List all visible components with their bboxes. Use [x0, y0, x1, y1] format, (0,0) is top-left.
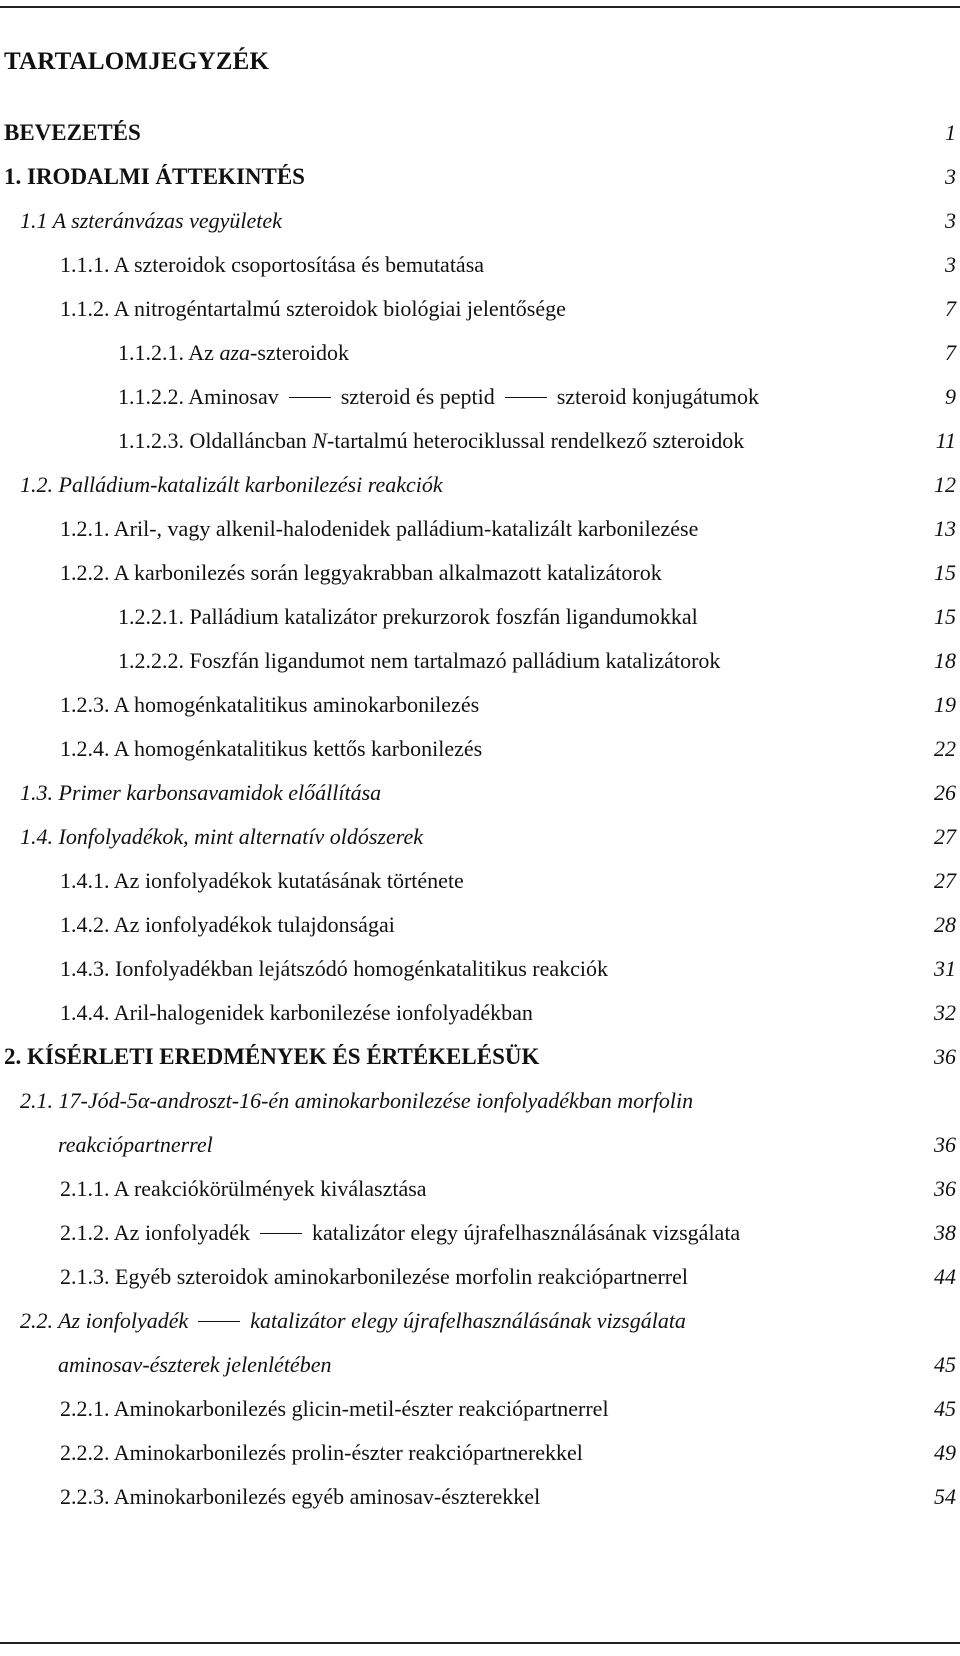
toc-entry-page: 45: [934, 1352, 956, 1377]
label-part: -szteroidok: [250, 340, 349, 365]
bottom-rule: [0, 1642, 960, 1644]
toc-entry-1-4-4: [0, 998, 960, 1032]
label-part: 1.1.2.3. Oldalláncban: [118, 428, 313, 453]
label-part: katalizátor elegy újrafelhasználásának vizsgálata: [250, 1308, 686, 1333]
toc-entry-page: 26: [934, 780, 956, 805]
toc-entry-label: 1.2. Palládium-katalizált karbonilezési reakciók: [20, 472, 443, 497]
toc-entry-label: 2.1.1. A reakciókörülmények kiválasztása: [60, 1176, 427, 1201]
toc-entry-1-4-1: [0, 866, 960, 900]
toc-entry-label: [60, 1218, 740, 1248]
toc-entry-1-2-2: [0, 558, 960, 592]
toc-entry-page: 31: [934, 956, 956, 981]
toc-entry-1-1-2-1: [0, 338, 960, 372]
toc-entry-page: 19: [934, 692, 956, 717]
toc-entry-1: [0, 162, 960, 196]
toc-entry-1-3: [0, 778, 960, 812]
label-part: 1.1.2.1. Az: [118, 340, 220, 365]
toc-entry-page: 32: [934, 1000, 956, 1025]
toc-entry-label: 1.4.3. Ionfolyadékban lejátszódó homogénkatalitikus reakciók: [60, 956, 609, 981]
em-dash: [198, 1321, 240, 1322]
toc-entry-1-1-2-2: [0, 382, 960, 416]
toc-entry-label: 1.4.2. Az ionfolyadékok tulajdonságai: [60, 912, 395, 937]
toc-entry-label: [118, 426, 744, 456]
toc-entry-label: [20, 1306, 686, 1336]
toc-title: TARTALOMJEGYZÉK: [4, 48, 270, 75]
toc-entry-label: 1.3. Primer karbonsavamidok előállítása: [20, 780, 382, 805]
toc-entry-page: 54: [934, 1484, 956, 1509]
toc-entry-page: 36: [934, 1044, 956, 1069]
label-italic-part: aza: [219, 340, 251, 365]
toc-entry-1-1-1: [0, 250, 960, 284]
toc-entry-1-2-1: [0, 514, 960, 548]
toc-entry-2: [0, 1042, 960, 1076]
toc-entry-page: 27: [934, 868, 956, 893]
top-rule: [0, 6, 960, 8]
toc-entry-page: 28: [934, 912, 956, 937]
toc-entry-label: reakciópartnerrel: [58, 1132, 213, 1157]
toc-entry-page: 3: [945, 208, 956, 233]
label-part: -tartalmú heterociklussal rendelkező szteroidok: [326, 428, 745, 453]
toc-entry-1-2: [0, 470, 960, 504]
toc-entry-2-1-cont: [0, 1130, 960, 1164]
toc-entry-label: 1.2.2.1. Palládium katalizátor prekurzorok foszfán ligandumokkal: [118, 604, 698, 629]
toc-entry-page: 7: [945, 296, 956, 321]
toc-entry-label: 1.1.2. A nitrogéntartalmú szteroidok biológiai jelentősége: [60, 296, 566, 321]
toc-entry-1-1-2-3: [0, 426, 960, 460]
toc-entry-label: 1.2.4. A homogénkatalitikus kettős karbonilezés: [60, 736, 483, 761]
toc-entry-label: 2.1.3. Egyéb szteroidok aminokarbonilezése morfolin reakciópartnerrel: [60, 1264, 688, 1289]
toc-entry-label: 1.2.2. A karbonilezés során leggyakrabban alkalmazott katalizátorok: [60, 560, 662, 585]
toc-entry-2-2-3: [0, 1482, 960, 1516]
toc-entry-page: 44: [934, 1264, 956, 1289]
toc-entry-page: 12: [934, 472, 956, 497]
toc-entry-label: 1.2.2.2. Foszfán ligandumot nem tartalmazó palládium katalizátorok: [118, 648, 721, 673]
toc-entry-page: 7: [945, 340, 956, 365]
toc-entry-2-2: [0, 1306, 960, 1340]
toc-entry-page: 3: [945, 164, 956, 189]
toc-entry-label: 2.2.2. Aminokarbonilezés prolin-észter reakciópartnerekkel: [60, 1440, 583, 1465]
toc-entry-label: [118, 382, 759, 412]
toc-entry-page: 27: [934, 824, 956, 849]
toc-entry-2-1-1: [0, 1174, 960, 1208]
label-part: 2.2. Az ionfolyadék: [20, 1308, 189, 1333]
toc-entry-label: 2.2.1. Aminokarbonilezés glicin-metil-észter reakciópartnerrel: [60, 1396, 609, 1421]
toc-entry-label: 1.2.1. Aril-, vagy alkenil-halodenidek palládium-katalizált karbonilezése: [60, 516, 699, 541]
toc-entry-1-4: [0, 822, 960, 856]
toc-entry-1-1: [0, 206, 960, 240]
toc-entry-page: 38: [934, 1220, 956, 1245]
toc-entry-1-4-3: [0, 954, 960, 988]
toc-entry-2-2-1: [0, 1394, 960, 1428]
toc-entry-page: 15: [934, 604, 956, 629]
toc-entry-label: 2. KÍSÉRLETI EREDMÉNYEK ÉS ÉRTÉKELÉSÜK: [4, 1044, 540, 1069]
em-dash: [260, 1233, 302, 1234]
toc-entry-label: 2.1. 17-Jód-5α-androszt-16-én aminokarbonilezése ionfolyadékban morfolin: [20, 1088, 694, 1113]
label-italic-part: N: [312, 428, 327, 453]
toc-entry-2-1-3: [0, 1262, 960, 1296]
toc-entry-label: 2.2.3. Aminokarbonilezés egyéb aminosav-észterekkel: [60, 1484, 541, 1509]
toc-entry-label: 1.4.1. Az ionfolyadékok kutatásának története: [60, 868, 464, 893]
label-part: szteroid és peptid: [340, 384, 495, 409]
toc-entry-page: 1: [945, 120, 956, 145]
label-part: szteroid konjugátumok: [556, 384, 759, 409]
toc-entry-1-1-2: [0, 294, 960, 328]
toc-entry-1-2-2-1: [0, 602, 960, 636]
toc-entry-label: 1.2.3. A homogénkatalitikus aminokarbonilezés: [60, 692, 480, 717]
toc-entry-page: 9: [945, 384, 956, 409]
toc-entry-1-2-2-2: [0, 646, 960, 680]
toc-entry-label: [118, 338, 349, 368]
toc-entry-page: 36: [934, 1176, 956, 1201]
toc-entry-label: 1. IRODALMI ÁTTEKINTÉS: [4, 164, 305, 189]
toc-entry-page: 11: [935, 428, 956, 453]
toc-entry-1-2-3: [0, 690, 960, 724]
label-part: 1.1.2.2. Aminosav: [118, 384, 279, 409]
label-part: katalizátor elegy újrafelhasználásának vizsgálata: [312, 1220, 741, 1245]
toc-entry-label: 1.1.1. A szteroidok csoportosítása és bemutatása: [60, 252, 485, 277]
toc-entry-label: 1.4.4. Aril-halogenidek karbonilezése ionfolyadékban: [60, 1000, 533, 1025]
toc-entry-page: 49: [934, 1440, 956, 1465]
toc-entry-2-1-2: [0, 1218, 960, 1252]
toc-entry-1-2-4: [0, 734, 960, 768]
em-dash: [289, 397, 331, 398]
toc-entry-label: aminosav-észterek jelenlétében: [58, 1352, 332, 1377]
toc-entry-page: 45: [934, 1396, 956, 1421]
toc-entry-2-1: [0, 1086, 960, 1120]
toc-entry-2-2-cont: [0, 1350, 960, 1384]
toc-entry-2-2-2: [0, 1438, 960, 1472]
toc-entry-page: 22: [934, 736, 956, 761]
toc-entry-bevezetes: [0, 118, 960, 152]
em-dash: [505, 397, 547, 398]
toc-entry-page: 36: [934, 1132, 956, 1157]
toc-entry-label: BEVEZETÉS: [4, 120, 141, 145]
toc-entry-page: 13: [934, 516, 956, 541]
label-part: 2.1.2. Az ionfolyadék: [60, 1220, 251, 1245]
toc-entry-page: 15: [934, 560, 956, 585]
toc-entry-1-4-2: [0, 910, 960, 944]
toc-entry-label: 1.4. Ionfolyadékok, mint alternatív oldószerek: [20, 824, 424, 849]
toc-entry-page: 3: [945, 252, 956, 277]
toc-entry-label: 1.1 A szteránvázas vegyületek: [20, 208, 282, 233]
toc-entry-page: 18: [934, 648, 956, 673]
